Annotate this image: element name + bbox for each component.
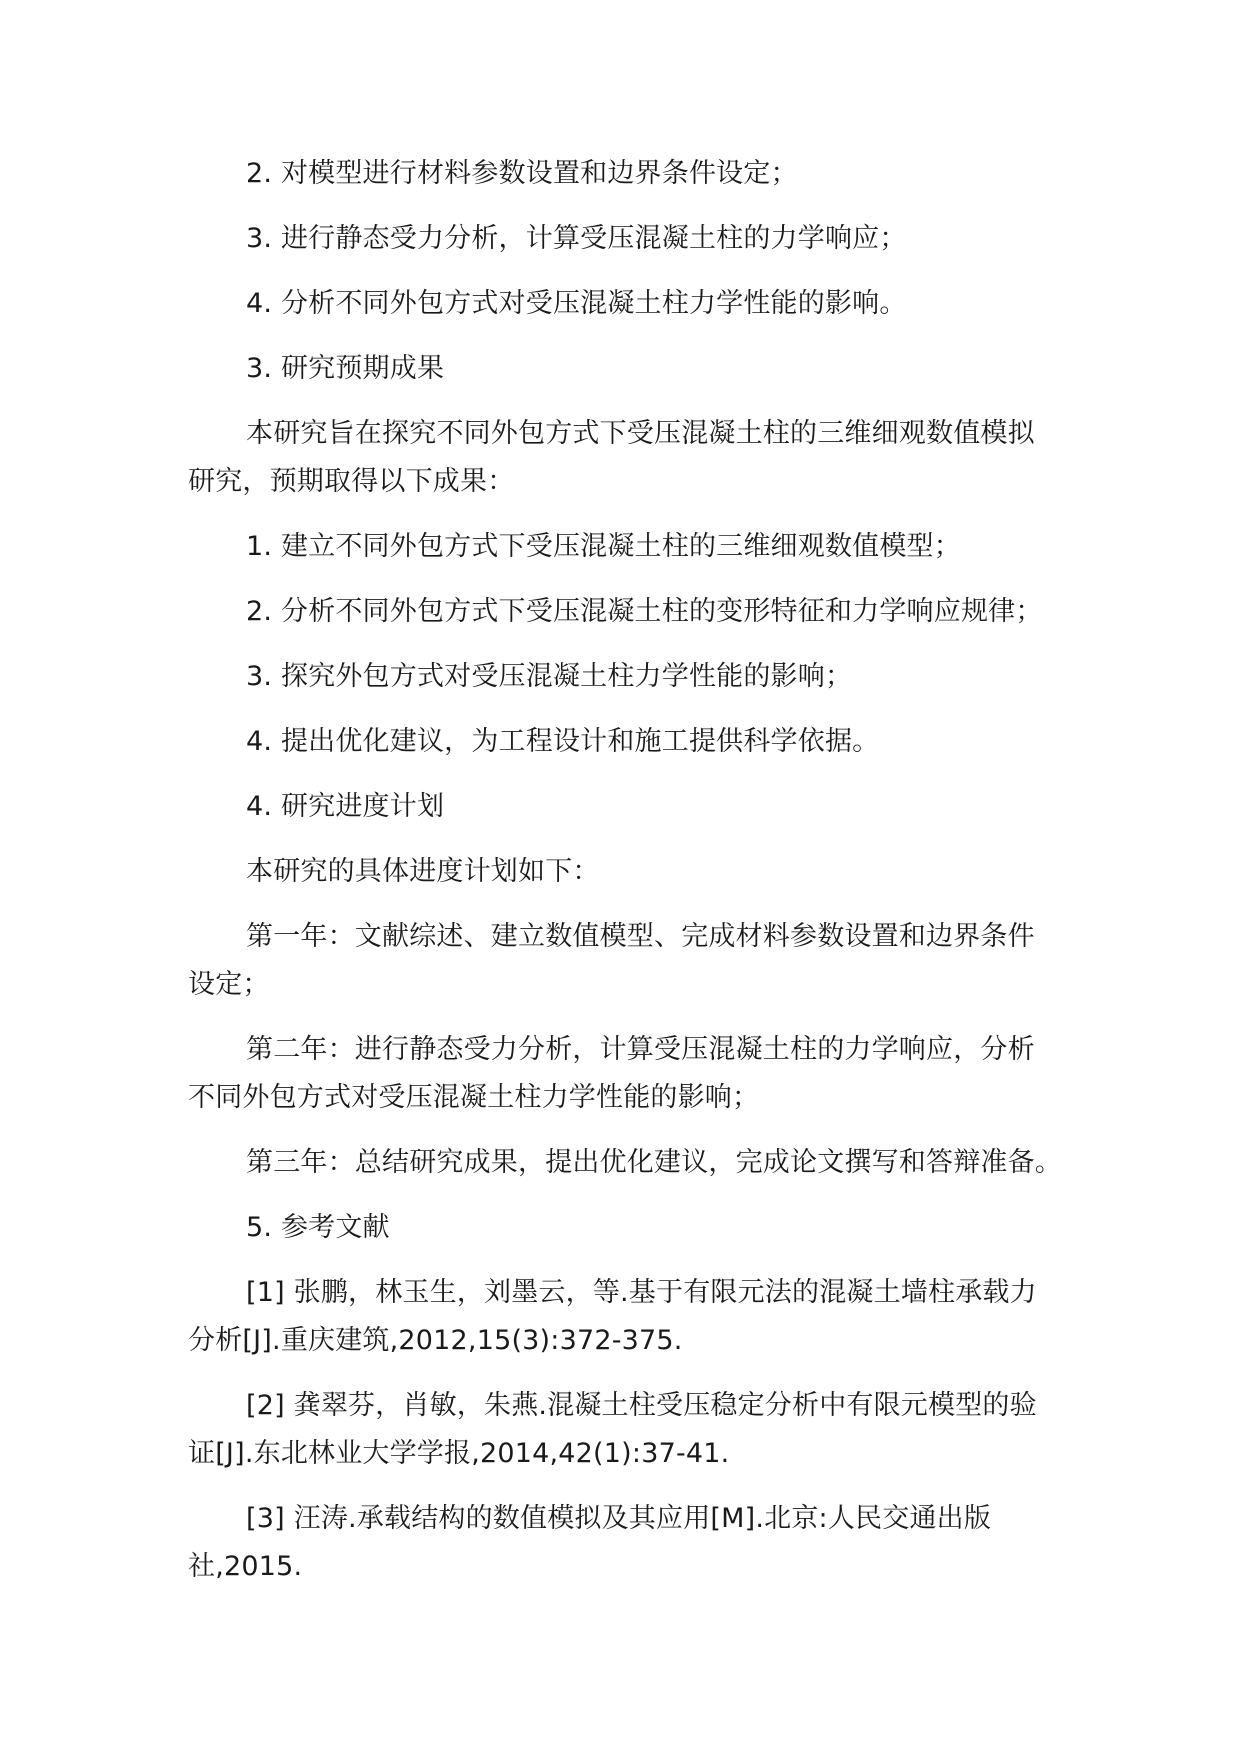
- paragraph-line: 3. 探究外包方式对受压混凝土柱力学性能的影响；: [246, 661, 853, 692]
- paragraph: [188, 1139, 1068, 1187]
- paragraph-line: 设定；: [188, 969, 270, 1000]
- paragraph-line: [2] 龚翠芬，肖敏，朱燕.混凝土柱受压稳定分析中有限元模型的验: [246, 1390, 1037, 1421]
- paragraph: [188, 848, 1068, 896]
- paragraph-line: 本研究旨在探究不同外包方式下受压混凝土柱的三维细观数值模拟: [246, 418, 1035, 449]
- paragraph-line: 不同外包方式对受压混凝土柱力学性能的影响；: [188, 1082, 760, 1113]
- paragraph: [188, 523, 1068, 571]
- paragraph-line: [3] 汪涛.承载结构的数值模拟及其应用[M].北京:人民交通出版: [246, 1503, 992, 1534]
- paragraph: [188, 1204, 1068, 1252]
- paragraph-line: 3. 研究预期成果: [246, 353, 445, 384]
- paragraph-line: 5. 参考文献: [246, 1212, 390, 1243]
- paragraph: [188, 913, 1068, 1009]
- paragraph-line: 第二年：进行静态受力分析，计算受压混凝土柱的力学响应，分析: [246, 1034, 1035, 1065]
- paragraph-line: 第一年：文献综述、建立数值模型、完成材料参数设置和边界条件: [246, 921, 1035, 952]
- paragraph: [188, 1026, 1068, 1122]
- paragraph-line: 3. 进行静态受力分析，计算受压混凝土柱的力学响应；: [246, 223, 907, 254]
- paragraph-line: 分析[J].重庆建筑,2012,15(3):372-375.: [188, 1325, 683, 1356]
- paragraph-line: [1] 张鹏，林玉生，刘墨云，等.基于有限元法的混凝土墙柱承载力: [246, 1277, 1037, 1308]
- paragraph-line: 社,2015.: [188, 1551, 303, 1582]
- paragraph: [188, 718, 1068, 766]
- paragraph-line: 本研究的具体进度计划如下：: [246, 856, 600, 887]
- paragraph-line: 证[J].东北林业大学学报,2014,42(1):37-41.: [188, 1438, 730, 1469]
- paragraph: [188, 410, 1068, 506]
- paragraph-line: 研究，预期取得以下成果：: [188, 466, 515, 497]
- paragraph: [188, 345, 1068, 393]
- document-body: [188, 150, 1068, 1608]
- paragraph: [188, 1269, 1068, 1365]
- paragraph: [188, 783, 1068, 831]
- paragraph: [188, 1382, 1068, 1478]
- paragraph-line: 4. 分析不同外包方式对受压混凝土柱力学性能的影响。: [246, 288, 907, 319]
- paragraph: [188, 150, 1068, 198]
- paragraph: [188, 215, 1068, 263]
- paragraph: [188, 588, 1068, 636]
- paragraph-line: 2. 对模型进行材料参数设置和边界条件设定；: [246, 158, 798, 189]
- paragraph-line: 1. 建立不同外包方式下受压混凝土柱的三维细观数值模型；: [246, 531, 961, 562]
- paragraph: [188, 1495, 1068, 1591]
- paragraph-line: 2. 分析不同外包方式下受压混凝土柱的变形特征和力学响应规律；: [246, 596, 1043, 627]
- paragraph-line: 4. 研究进度计划: [246, 791, 445, 822]
- paragraph-line: 第三年：总结研究成果，提出优化建议，完成论文撰写和答辩准备。: [246, 1147, 1062, 1178]
- paragraph-line: 4. 提出优化建议，为工程设计和施工提供科学依据。: [246, 726, 880, 757]
- paragraph: [188, 653, 1068, 701]
- paragraph: [188, 280, 1068, 328]
